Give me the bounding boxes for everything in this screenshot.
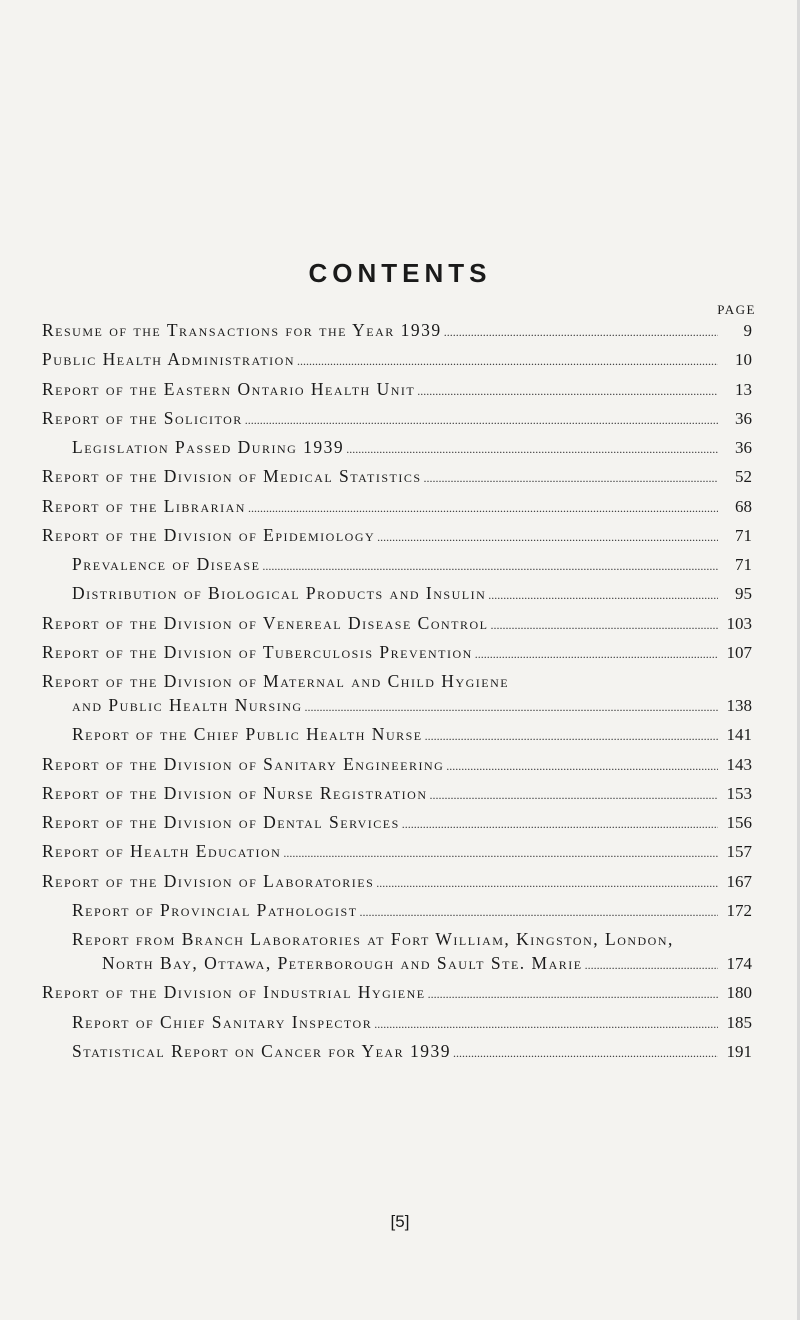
toc-entry-line2[interactable] [42, 695, 752, 724]
dot-leader [585, 958, 718, 973]
toc-entry-title: Report of the Solicitor [42, 407, 243, 428]
toc-entry-title: Report of the Librarian [42, 495, 246, 516]
toc-entry-page: 180 [726, 983, 752, 1003]
dot-leader [283, 846, 718, 861]
dot-leader [297, 354, 718, 369]
toc-entry[interactable] [42, 841, 752, 870]
toc-entry[interactable] [42, 982, 752, 1011]
dot-leader [444, 325, 718, 340]
dot-leader [248, 501, 718, 516]
toc-entry-page: 95 [735, 584, 752, 604]
toc-entry-title: Report of the Division of Venereal Disease Control [42, 612, 489, 633]
toc-entry-title: Report of the Division of Laboratories [42, 870, 375, 891]
dot-leader [417, 384, 718, 399]
toc-entry-page: 71 [735, 525, 752, 545]
toc-entry-page: 153 [726, 783, 752, 803]
toc-entry[interactable] [42, 642, 752, 671]
toc-entry-title-continued: North Bay, Ottawa, Peterborough and Sault Ste. Marie [102, 953, 583, 973]
toc-entry-page: 157 [726, 842, 752, 862]
page-title: CONTENTS [308, 258, 492, 288]
toc-entry-page: 172 [726, 900, 752, 920]
toc-entry[interactable] [42, 783, 752, 812]
table-of-contents [42, 320, 752, 1070]
toc-entry-page: 68 [735, 496, 752, 516]
dot-leader [376, 876, 718, 891]
dot-leader [475, 647, 718, 662]
toc-entry[interactable] [42, 379, 752, 408]
toc-entry-title: Prevalence of Disease [72, 554, 261, 574]
toc-entry-title: Report of the Division of Medical Statistics [42, 466, 422, 487]
toc-subentry[interactable] [42, 583, 752, 612]
toc-entry-title: Report of the Division of Maternal and Child Hygiene [42, 671, 510, 691]
toc-entry[interactable] [42, 871, 752, 900]
page-number: [5] [390, 1212, 410, 1231]
dot-leader [428, 987, 718, 1002]
dot-leader [360, 905, 718, 920]
toc-entry-title-continued: and Public Health Nursing [72, 695, 303, 715]
dot-leader [430, 788, 719, 803]
toc-subentry[interactable] [42, 900, 752, 929]
toc-subentry[interactable] [42, 724, 752, 753]
toc-subentry-line1[interactable] [42, 929, 752, 953]
toc-entry-page: 13 [735, 379, 752, 399]
dot-leader [262, 559, 718, 574]
dot-leader [377, 530, 718, 545]
toc-entry[interactable] [42, 466, 752, 495]
toc-entry-page: 191 [726, 1041, 752, 1061]
toc-entry-title: Legislation Passed During 1939 [72, 437, 345, 457]
toc-entry-title: Report of the Eastern Ontario Health Unit [42, 378, 416, 399]
toc-entry-line1[interactable] [42, 671, 752, 695]
toc-subentry[interactable] [42, 1012, 752, 1041]
toc-entry[interactable] [42, 408, 752, 437]
dot-leader [374, 1017, 718, 1032]
toc-entry-title: Report of the Division of Tuberculosis Prevention [42, 641, 473, 662]
toc-entry[interactable] [42, 613, 752, 642]
dot-leader [453, 1046, 718, 1061]
toc-entry-title: Public Health Administration [42, 349, 296, 370]
toc-entry-page: 185 [726, 1012, 752, 1032]
toc-entry-page: 141 [726, 725, 752, 745]
toc-entry-title: Resume of the Transactions for the Year 1939 [42, 320, 442, 340]
dot-leader [424, 471, 718, 486]
toc-entry-title: Report from Branch Laboratories at Fort William, Kingston, London, [72, 929, 674, 949]
toc-entry-page: 36 [735, 438, 752, 457]
dot-leader [425, 729, 718, 744]
toc-entry-page: 71 [735, 555, 752, 574]
toc-entry-page: 107 [726, 642, 752, 662]
dot-leader [402, 817, 718, 832]
toc-entry-title: Statistical Report on Cancer for Year 1939 [72, 1040, 451, 1061]
dot-leader [305, 700, 718, 715]
toc-entry-page: 156 [726, 813, 752, 832]
toc-entry-title: Report of Chief Sanitary Inspector [72, 1011, 373, 1032]
toc-entry-title: Distribution of Biological Products and Insulin [72, 583, 487, 604]
toc-entry-title: Report of the Division of Nurse Registration [42, 782, 428, 803]
dot-leader [346, 442, 718, 457]
toc-entry-page: 103 [726, 613, 752, 633]
toc-entry-title: Report of the Division of Epidemiology [42, 524, 376, 545]
toc-entry[interactable] [42, 525, 752, 554]
toc-entry-title: Report of the Division of Sanitary Engineering [42, 753, 445, 774]
toc-entry-page: 36 [735, 408, 752, 428]
toc-entry-title: Report of the Division of Dental Services [42, 812, 400, 832]
toc-entry[interactable] [42, 496, 752, 525]
toc-subentry[interactable] [42, 437, 752, 466]
toc-entry-page: 10 [735, 350, 752, 370]
toc-subentry-line2[interactable] [42, 953, 752, 982]
toc-entry-title: Report of Health Education [42, 841, 282, 862]
toc-entry[interactable] [42, 320, 752, 349]
toc-entry-page: 143 [726, 754, 752, 774]
dot-leader [491, 618, 718, 633]
toc-entry-title: Report of Provincial Pathologist [72, 899, 358, 920]
toc-entry-page: 138 [726, 696, 752, 715]
dot-leader [245, 413, 718, 428]
toc-entry-page: 9 [743, 321, 752, 340]
toc-entry[interactable] [42, 349, 752, 378]
toc-entry[interactable] [42, 812, 752, 841]
toc-entry-page: 52 [735, 467, 752, 487]
toc-entry-title: Report of the Chief Public Health Nurse [72, 724, 423, 745]
toc-entry-title: Report of the Division of Industrial Hygiene [42, 982, 426, 1003]
dot-leader [446, 759, 718, 774]
toc-subentry[interactable] [42, 1041, 752, 1070]
toc-entry[interactable] [42, 754, 752, 783]
page-column-header: PAGE [717, 302, 756, 317]
toc-entry-page: 174 [726, 954, 752, 973]
toc-subentry[interactable] [42, 554, 752, 583]
dot-leader [488, 588, 718, 603]
toc-entry-page: 167 [726, 871, 752, 891]
